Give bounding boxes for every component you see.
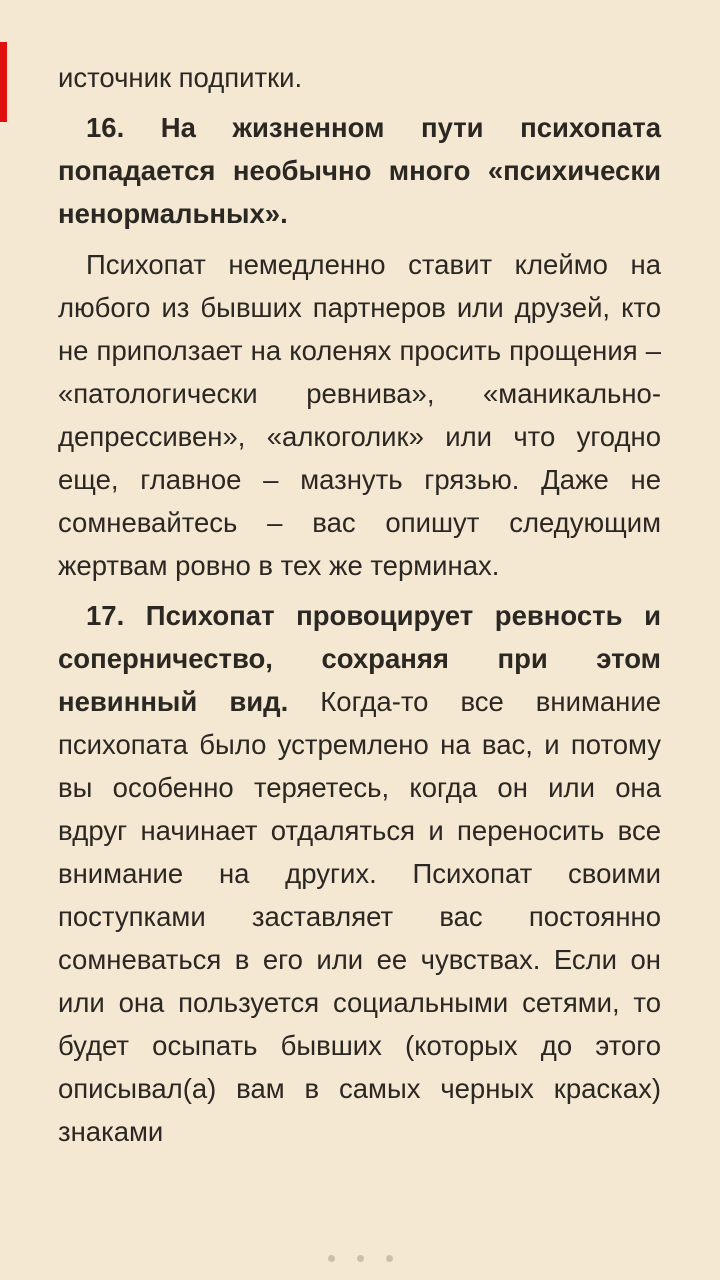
item-17-heading: 17. Психопат провоцирует ревность и соперничество, сохраняя при этом невинный вид. (58, 600, 661, 717)
page-dot[interactable] (328, 1255, 335, 1262)
item-16-paragraph: Психопат немедленно ставит клеймо на любого из бывших партнеров или друзей, кто не приползает на коленях просить прощения – «патологически ревнива», «маникально-депрессивен», «алкоголик» или что угодно еще, главное – мазнуть грязью. Даже не сомневайтесь – вас опишут следующим жертвам ровно в тех же терминах. (58, 249, 661, 581)
item-17-body: Когда-то все внимание психопата было устремлено на вас, и потому вы особенно теряетесь, когда он или она вдруг начинает отдаляться и переносить все внимание на других. Психопат своими поступками заставляет вас постоянно сомневаться в его или ее чувствах. Если он или она пользуется социальными сетями, то будет осыпать бывших (которых до этого описывал(а) вам в самых черных красках) знаками (58, 686, 662, 1147)
reading-progress-marker (0, 42, 7, 122)
page-dot[interactable] (357, 1255, 364, 1262)
item-16-heading: 16. На жизненном пути психопата попадается необычно много «психически ненормальных». (58, 112, 661, 229)
page-indicator (0, 1255, 720, 1262)
text-fragment: источник подпитки. (58, 62, 303, 93)
page-dot[interactable] (386, 1255, 393, 1262)
book-page[interactable] (58, 56, 661, 1153)
item-17-paragraph (58, 594, 661, 1153)
